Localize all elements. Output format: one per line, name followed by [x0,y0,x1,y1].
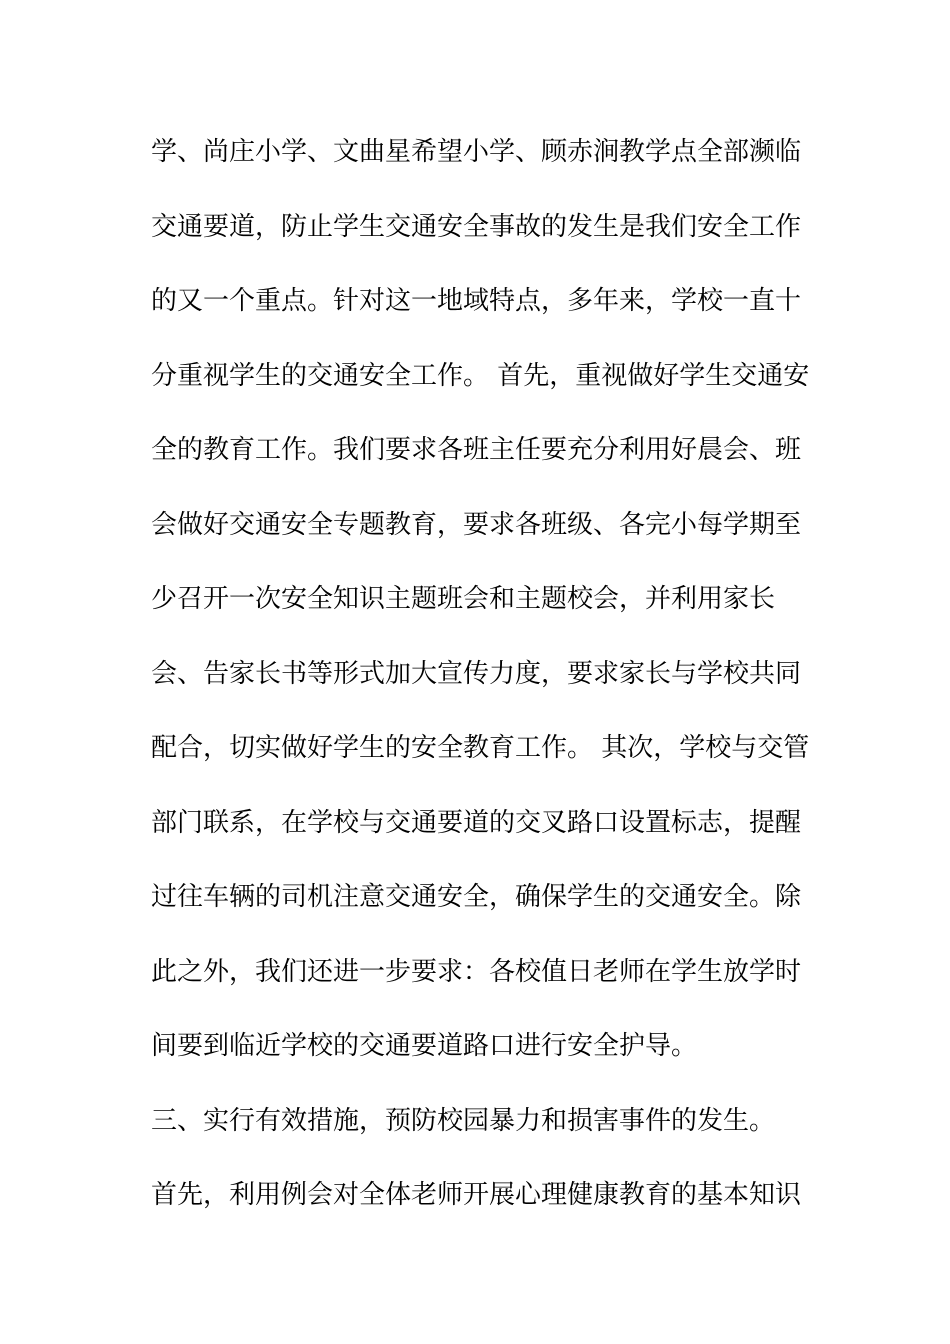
text-line: 首先，利用例会对全体老师开展心理健康教育的基本知识 [151,1180,802,1210]
text-line: 少召开一次安全知识主题班会和主题校会，并利用家长 [151,584,776,614]
text-line: 会做好交通安全专题教育，要求各班级、各完小每学期至 [151,509,802,540]
body-text [151,130,811,1248]
text-line: 学、尚庄小学、文曲星希望小学、顾赤涧教学点全部濒临 [151,137,802,167]
text-line: 配合，切实做好学生的安全教育工作。 其次，学校与交管 [151,733,810,763]
text-line: 会、告家长书等形式加大宣传力度，要求家长与学校共同 [151,658,802,689]
text-line: 部门联系，在学校与交通要道的交叉路口设置标志，提醒 [151,807,802,838]
text-line: 交通要道，防止学生交通安全事故的发生是我们安全工作 [151,211,802,242]
text-line: 全的教育工作。我们要求各班主任要充分利用好晨会、班 [151,435,802,465]
text-line: 过往车辆的司机注意交通安全，确保学生的交通安全。除 [151,882,802,912]
text-line: 此之外，我们还进一步要求：各校值日老师在学生放学时 [151,956,802,987]
section-heading: 三、实行有效措施，预防校园暴力和损害事件的发生。 [151,1105,776,1136]
text-line: 的又一个重点。针对这一地域特点，多年来，学校一直十 [151,286,802,316]
text-line: 间要到临近学校的交通要道路口进行安全护导。 [151,1031,698,1061]
text-line: 分重视学生的交通安全工作。 首先，重视做好学生交通安 [151,360,810,391]
